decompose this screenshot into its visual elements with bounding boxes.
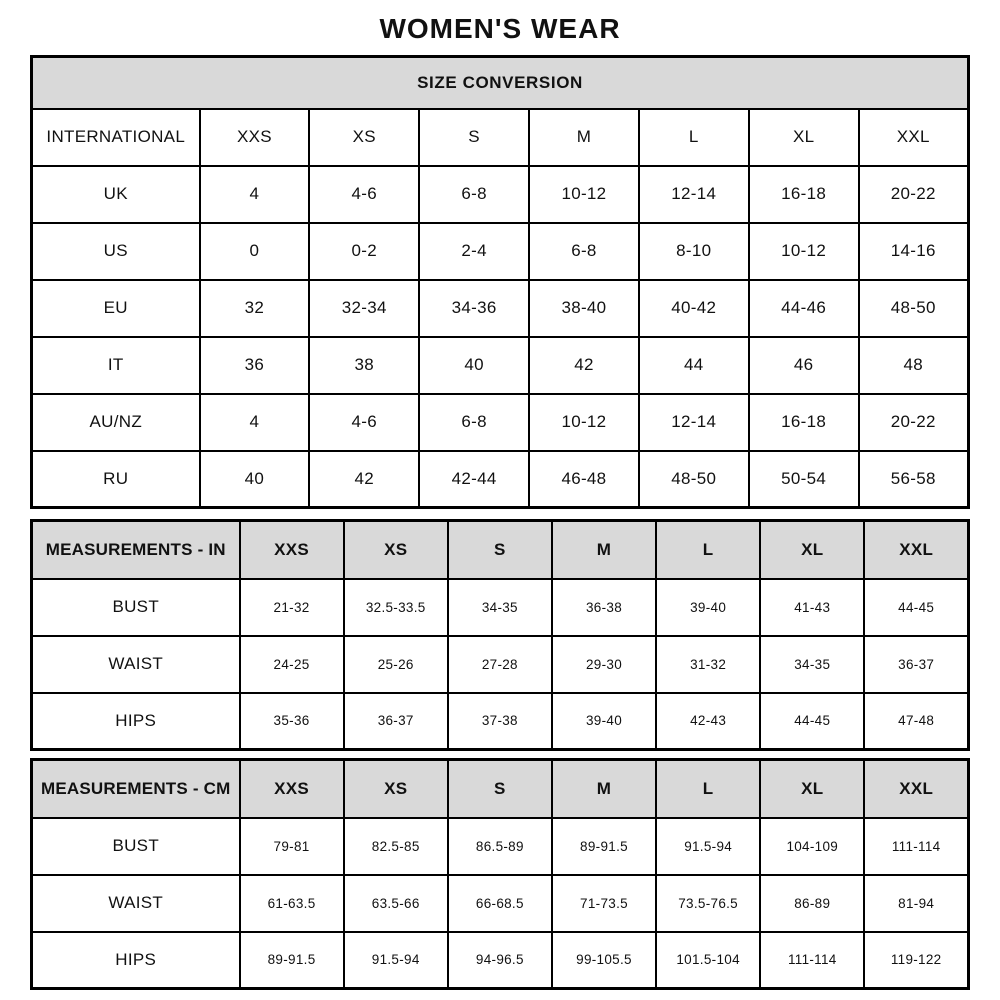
row-label: RU: [32, 451, 200, 508]
column-header: S: [448, 760, 552, 818]
measurement-cell: 24-25: [240, 636, 344, 693]
measurement-cell: 27-28: [448, 636, 552, 693]
size-cell: 10-12: [529, 394, 639, 451]
row-label: HIPS: [32, 693, 240, 750]
size-cell: 40: [200, 451, 310, 508]
size-cell: 46-48: [529, 451, 639, 508]
measurement-cell: 25-26: [344, 636, 448, 693]
column-header: XXS: [200, 109, 310, 166]
column-header: XS: [344, 521, 448, 579]
size-conversion-columns-row: [32, 109, 969, 166]
row-label: AU/NZ: [32, 394, 200, 451]
measurement-cell: 101.5-104: [656, 932, 760, 989]
measurement-cell: 66-68.5: [448, 875, 552, 932]
column-header: XL: [749, 109, 859, 166]
size-cell: 42: [309, 451, 419, 508]
size-cell: 42-44: [419, 451, 529, 508]
size-cell: 40: [419, 337, 529, 394]
size-cell: 4-6: [309, 166, 419, 223]
measurement-cell: 61-63.5: [240, 875, 344, 932]
measurement-cell: 111-114: [864, 818, 968, 875]
measurement-cell: 79-81: [240, 818, 344, 875]
size-cell: 10-12: [529, 166, 639, 223]
size-cell: 40-42: [639, 280, 749, 337]
column-header: XXS: [240, 521, 344, 579]
page-title: WOMEN'S WEAR: [379, 13, 621, 44]
size-cell: 10-12: [749, 223, 859, 280]
column-header: XS: [344, 760, 448, 818]
measurement-cell: 44-45: [760, 693, 864, 750]
measurement-cell: 29-30: [552, 636, 656, 693]
row-label: WAIST: [32, 875, 240, 932]
measurement-cell: 32.5-33.5: [344, 579, 448, 636]
measurement-cell: 86.5-89: [448, 818, 552, 875]
table-row: [32, 337, 969, 394]
measurement-cell: 36-37: [864, 636, 968, 693]
measurement-cell: 99-105.5: [552, 932, 656, 989]
measurement-cell: 89-91.5: [240, 932, 344, 989]
row-label: UK: [32, 166, 200, 223]
size-cell: 12-14: [639, 166, 749, 223]
size-cell: 42: [529, 337, 639, 394]
measurement-cell: 36-37: [344, 693, 448, 750]
table-row: [32, 394, 969, 451]
measurement-cell: 44-45: [864, 579, 968, 636]
size-cell: 50-54: [749, 451, 859, 508]
measurements-in-header-row: [32, 521, 969, 579]
measurement-cell: 39-40: [552, 693, 656, 750]
measurement-cell: 91.5-94: [656, 818, 760, 875]
column-header: XXL: [864, 521, 968, 579]
size-cell: 4: [200, 166, 310, 223]
column-header: L: [656, 521, 760, 579]
measurement-cell: 81-94: [864, 875, 968, 932]
column-header: XL: [760, 760, 864, 818]
size-cell: 46: [749, 337, 859, 394]
measurement-cell: 119-122: [864, 932, 968, 989]
size-conversion-title: SIZE CONVERSION: [32, 57, 969, 109]
measurement-cell: 111-114: [760, 932, 864, 989]
measurement-cell: 86-89: [760, 875, 864, 932]
column-header: XXL: [864, 760, 968, 818]
size-cell: 0: [200, 223, 310, 280]
table-row: [32, 636, 969, 693]
measurement-cell: 73.5-76.5: [656, 875, 760, 932]
row-label: US: [32, 223, 200, 280]
size-cell: 20-22: [859, 394, 969, 451]
measurement-cell: 36-38: [552, 579, 656, 636]
size-cell: 12-14: [639, 394, 749, 451]
table-row: [32, 280, 969, 337]
table-row: [32, 693, 969, 750]
size-cell: 6-8: [529, 223, 639, 280]
size-cell: 0-2: [309, 223, 419, 280]
column-header: M: [552, 760, 656, 818]
size-cell: 44-46: [749, 280, 859, 337]
size-cell: 2-4: [419, 223, 529, 280]
column-header: INTERNATIONAL: [32, 109, 200, 166]
measurement-cell: 71-73.5: [552, 875, 656, 932]
size-cell: 44: [639, 337, 749, 394]
size-cell: 16-18: [749, 394, 859, 451]
measurement-cell: 21-32: [240, 579, 344, 636]
column-header: S: [448, 521, 552, 579]
table-row: [32, 223, 969, 280]
measurement-cell: 41-43: [760, 579, 864, 636]
table-row: [32, 818, 969, 875]
measurement-cell: 42-43: [656, 693, 760, 750]
measurements-in-table: [30, 519, 970, 751]
measurement-cell: 34-35: [448, 579, 552, 636]
measurement-cell: 37-38: [448, 693, 552, 750]
column-header: XXL: [859, 109, 969, 166]
measurement-cell: 31-32: [656, 636, 760, 693]
column-header: M: [529, 109, 639, 166]
measurement-cell: 63.5-66: [344, 875, 448, 932]
measurement-cell: 91.5-94: [344, 932, 448, 989]
measurement-cell: 89-91.5: [552, 818, 656, 875]
measurements-cm-title: MEASUREMENTS - CM: [32, 760, 240, 818]
measurement-cell: 104-109: [760, 818, 864, 875]
measurements-cm-table: [30, 758, 970, 990]
size-cell: 38: [309, 337, 419, 394]
size-cell: 4: [200, 394, 310, 451]
row-label: IT: [32, 337, 200, 394]
size-cell: 8-10: [639, 223, 749, 280]
column-header: M: [552, 521, 656, 579]
measurement-cell: 39-40: [656, 579, 760, 636]
measurements-in-title: MEASUREMENTS - IN: [32, 521, 240, 579]
size-cell: 6-8: [419, 166, 529, 223]
column-header: S: [419, 109, 529, 166]
column-header: XXS: [240, 760, 344, 818]
size-cell: 32-34: [309, 280, 419, 337]
measurement-cell: 82.5-85: [344, 818, 448, 875]
size-cell: 48-50: [639, 451, 749, 508]
size-cell: 32: [200, 280, 310, 337]
column-header: XS: [309, 109, 419, 166]
size-cell: 6-8: [419, 394, 529, 451]
table-row: [32, 875, 969, 932]
size-cell: 48: [859, 337, 969, 394]
size-conversion-header-row: [32, 57, 969, 109]
size-cell: 4-6: [309, 394, 419, 451]
size-conversion-table: [30, 55, 970, 509]
column-header: XL: [760, 521, 864, 579]
size-cell: 38-40: [529, 280, 639, 337]
size-cell: 14-16: [859, 223, 969, 280]
size-cell: 56-58: [859, 451, 969, 508]
measurement-cell: 35-36: [240, 693, 344, 750]
measurement-cell: 47-48: [864, 693, 968, 750]
table-row: [32, 166, 969, 223]
row-label: HIPS: [32, 932, 240, 989]
size-cell: 16-18: [749, 166, 859, 223]
table-row: [32, 451, 969, 508]
column-header: L: [639, 109, 749, 166]
row-label: EU: [32, 280, 200, 337]
table-row: [32, 579, 969, 636]
size-cell: 36: [200, 337, 310, 394]
table-row: [32, 932, 969, 989]
column-header: L: [656, 760, 760, 818]
row-label: BUST: [32, 818, 240, 875]
measurement-cell: 34-35: [760, 636, 864, 693]
measurement-cell: 94-96.5: [448, 932, 552, 989]
measurements-cm-header-row: [32, 760, 969, 818]
row-label: WAIST: [32, 636, 240, 693]
size-cell: 20-22: [859, 166, 969, 223]
size-cell: 48-50: [859, 280, 969, 337]
size-cell: 34-36: [419, 280, 529, 337]
row-label: BUST: [32, 579, 240, 636]
